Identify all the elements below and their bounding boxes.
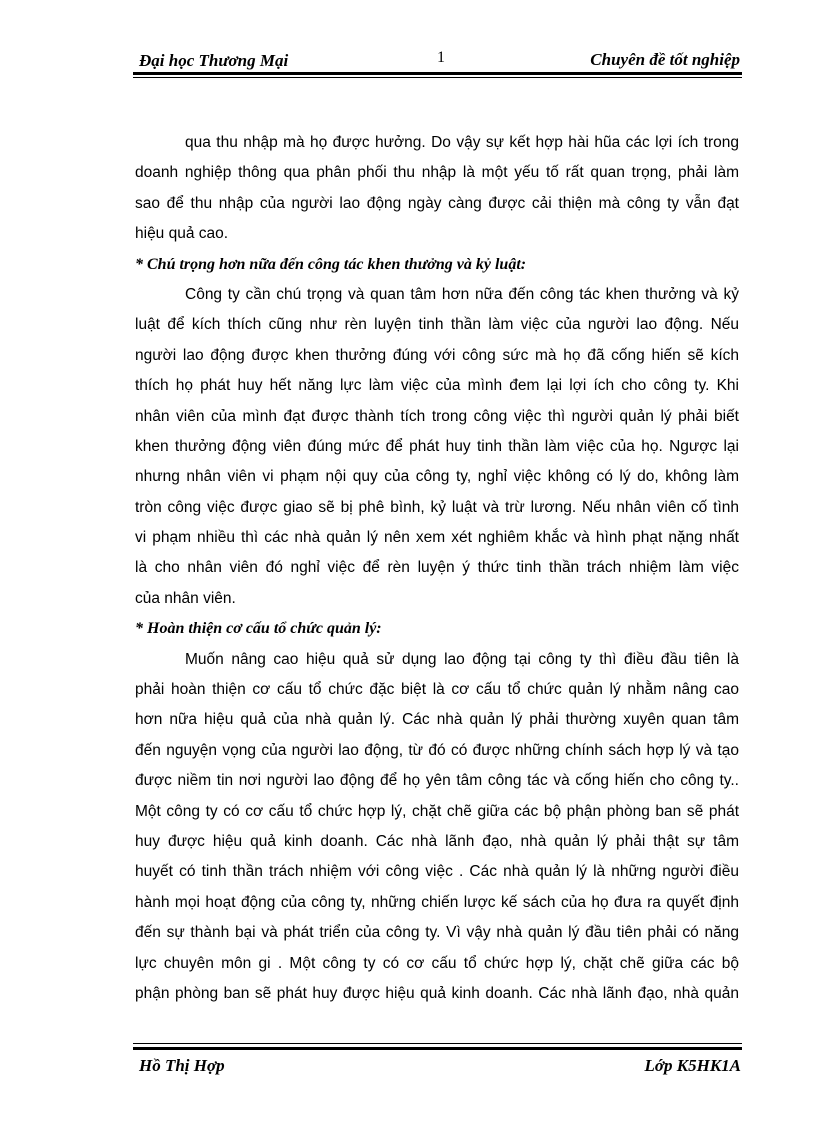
header-document-type: Chuyên đề tốt nghiệp <box>590 50 740 69</box>
text-line: tròn công việc được giao sẽ bị phê bình, kỷ luật và trừ lương. Nếu nhân viên cố tình <box>135 498 739 516</box>
body-text <box>135 128 739 1009</box>
text-line: vi phạm nhiều thì các nhà quản lý nên xem xét nghiêm khắc và hình phạt nặng nhất <box>135 529 739 547</box>
header-rule-thin <box>133 77 742 78</box>
footer-class: Lớp K5HK1A <box>644 1056 741 1075</box>
footer-rule-thick <box>133 1047 742 1050</box>
text-line: doanh nghiệp thông qua phân phối thu nhập là một yếu tố rất quan trọng, phải làm <box>135 164 739 182</box>
text-line: sao để thu nhập của người lao động ngày càng được cải thiện mà công ty vẫn đạt <box>135 194 739 212</box>
text-line: huyết có tinh thần trách nhiệm với công việc . Các nhà quản lý là những người điều <box>135 863 739 881</box>
footer-rule-thin <box>133 1043 742 1044</box>
text-line: phận phòng ban sẽ phát huy được hiệu quả kinh doanh. Các nhà lãnh đạo, nhà quản <box>135 984 739 1002</box>
text-line: thích họ phát huy hết năng lực làm việc của mình đem lại lợi ích cho công ty. Khi <box>135 377 739 395</box>
text-line: nhân viên của mình đạt được thành tích trong công việc thì người quản lý phải biết <box>135 407 739 425</box>
section-heading: * Chú trọng hơn nữa đến công tác khen thưởng và kỷ luật: <box>135 255 527 273</box>
page-number: 1 <box>437 49 445 66</box>
text-line: đến sự thành bại và phát triển của công ty. Vì vậy nhà quản lý đầu tiên phải có năng <box>135 924 739 942</box>
footer-author: Hồ Thị Hợp <box>139 1056 225 1075</box>
text-line: đến nguyện vọng của người lao động, từ đó có được những chính sách hợp lý và tạo <box>135 741 739 759</box>
text-line: là cho nhân viên đó nghỉ việc để rèn luyện ý thức tinh thần trách nhiệm làm việc <box>135 559 739 577</box>
text-line: hơn nữa hiệu quả của nhà quản lý. Các nhà quản lý phải thường xuyên quan tâm <box>135 711 739 729</box>
text-line: hiệu quả cao. <box>135 225 229 243</box>
header-institution: Đại học Thương Mại <box>139 51 289 70</box>
section-heading: * Hoàn thiện cơ cấu tổ chức quản lý: <box>135 620 382 638</box>
text-line: người lao động được khen thưởng đúng với công sức mà họ đã cống hiến sẽ kích <box>135 346 739 364</box>
text-line: nhưng nhân viên vi phạm nội quy của công ty, nghỉ việc không có lý do, không làm <box>135 468 739 486</box>
text-line: khen thưởng động viên đúng mức để phát huy tinh thần làm việc của họ. Ngược lại <box>135 437 739 455</box>
text-line: được niềm tin nơi người lao động để họ yên tâm công tác và cống hiến cho công ty.. <box>135 772 739 790</box>
page-header <box>133 46 742 74</box>
text-line: Công ty cần chú trọng và quan tâm hơn nữa đến công tác khen thưởng và kỷ <box>185 285 739 303</box>
text-line: của nhân viên. <box>135 589 236 607</box>
text-line: phải hoàn thiện cơ cấu tổ chức đặc biệt là cơ cấu tổ chức quản lý nhằm nâng cao <box>135 681 739 699</box>
text-line: huy được hiệu quả kinh doanh. Các nhà lãnh đạo, nhà quản lý phải thật sự tâm <box>135 832 739 850</box>
text-line: lực chuyên môn gi . Một công ty có cơ cấu tổ chức hợp lý, chặt chẽ giữa các bộ <box>135 954 739 972</box>
text-line: luật để kích thích cũng như rèn luyện tinh thần làm việc của người lao động. Nếu <box>135 316 739 334</box>
text-line: qua thu nhập mà họ được hưởng. Do vậy sự kết hợp hài hũa các lợi ích trong <box>185 134 739 151</box>
text-line: hành mọi hoạt động của công ty, những chiến lược kế sách của họ đưa ra quyết định <box>135 893 739 911</box>
text-line: Một công ty có cơ cấu tổ chức hợp lý, chặt chẽ giữa các bộ phận phòng ban sẽ phát <box>135 802 739 820</box>
header-rule-thick <box>133 72 742 75</box>
text-line: Muốn nâng cao hiệu quả sử dụng lao động tại công ty thì điều đầu tiên là <box>185 650 739 668</box>
